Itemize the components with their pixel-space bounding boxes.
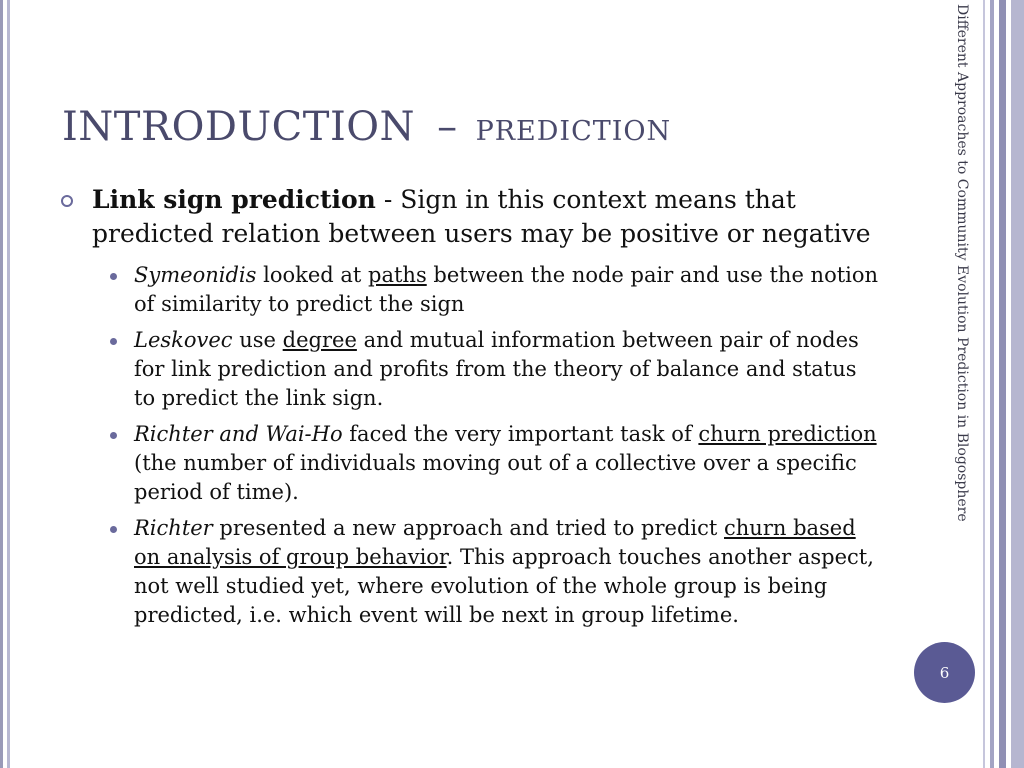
right-rail-2 [990, 0, 994, 768]
sub-bullet-richter-waiho [134, 420, 882, 507]
page-number-badge [914, 642, 975, 703]
title-separator: – [437, 104, 458, 150]
left-rail-inner [7, 0, 10, 768]
dot-bullet-icon [110, 526, 117, 533]
text-post: and mutual information between pair of nodes for link prediction and profits from the theory of balance and status to predict the link sign. [134, 328, 859, 410]
right-rail-1 [983, 0, 985, 768]
author: Richter [134, 516, 213, 540]
text-pre: faced the very important task of [342, 422, 699, 446]
main-bullet-text: - Sign in this context means that predicted relation between users may be positive or negative [92, 185, 871, 248]
slide-content [92, 183, 882, 637]
slide-title [62, 104, 671, 150]
left-rail-outer [0, 0, 3, 768]
sub-bullet-richter [134, 514, 882, 630]
sub-bullet-symeonidis [134, 261, 882, 319]
text-post: . This approach touches another aspect, not well studied yet, where evolution of the whole group is being predicted, i.e. which event will be next in group lifetime. [134, 545, 874, 627]
text-pre: use [232, 328, 283, 352]
underlined-term: churn based on analysis of group behavior [134, 516, 856, 569]
text-pre: presented a new approach and tried to predict [212, 516, 725, 540]
author: Richter and Wai-Ho [134, 422, 343, 446]
ring-bullet-icon [61, 195, 73, 207]
main-bullet [92, 183, 882, 251]
author: Symeonidis [134, 263, 257, 287]
title-subtitle: PREDICTION [475, 116, 672, 147]
text-pre: looked at [256, 263, 369, 287]
title-main: INTRODUCTION [62, 104, 416, 150]
page-number: 6 [939, 663, 950, 682]
underlined-term: degree [282, 328, 357, 352]
dot-bullet-icon [110, 432, 117, 439]
author: Leskovec [134, 328, 233, 352]
text-post: between the node pair and use the notion of similarity to predict the sign [134, 263, 879, 316]
dot-bullet-icon [110, 338, 117, 345]
underlined-term: paths [368, 263, 427, 287]
sub-bullet-list [92, 261, 882, 630]
right-rail-3 [999, 0, 1006, 768]
text-post: (the number of individuals moving out of a collective over a specific period of time). [134, 451, 857, 504]
dot-bullet-icon [110, 273, 117, 280]
underlined-term: churn prediction [698, 422, 877, 446]
side-caption: Different Approaches to Community Evolution Prediction in Blogosphere [954, 4, 970, 522]
main-bullet-heading: Link sign prediction [92, 185, 376, 214]
right-rail-4 [1011, 0, 1024, 768]
sub-bullet-leskovec [134, 326, 882, 413]
